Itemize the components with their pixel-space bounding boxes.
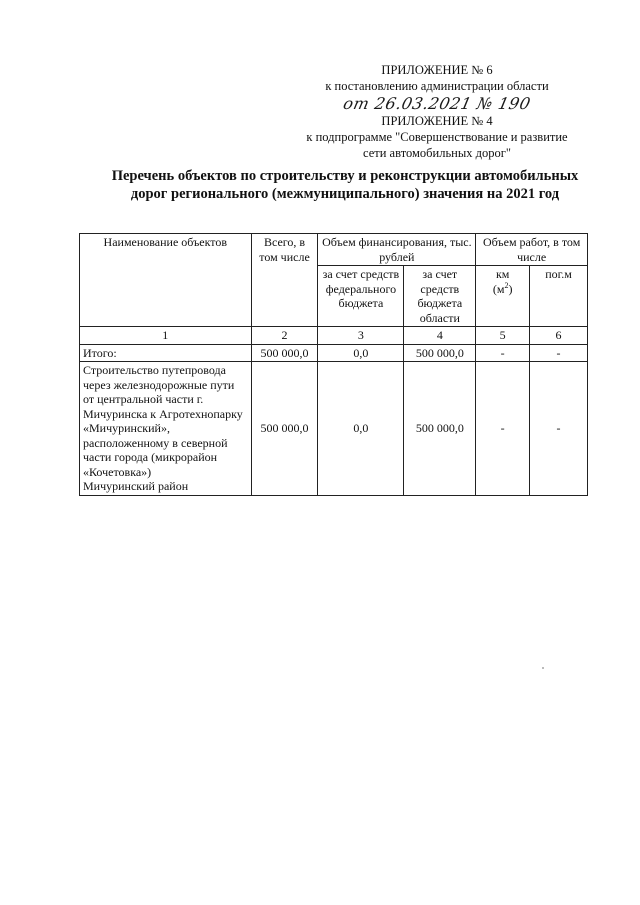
header-km-label: км <box>495 267 510 281</box>
subprogram-reference-line-2: сети автомобильных дорог" <box>363 146 511 160</box>
objects-table <box>79 233 588 496</box>
object-total: 500 000,0 <box>251 362 318 496</box>
header-federal-budget: за счет средств федерального бюджета <box>318 266 404 327</box>
resolution-reference: к постановлению администрации области <box>325 79 549 93</box>
object-district: Мичуринский район <box>83 479 189 493</box>
scan-speck <box>542 667 544 669</box>
total-label: Итого: <box>80 344 252 362</box>
header-object-name: Наименование объектов <box>80 234 252 327</box>
total-regional: 500 000,0 <box>404 344 476 362</box>
document-title <box>95 167 595 203</box>
subprogram-reference-line-1: к подпрограмме "Совершенствование и развитие <box>306 130 568 144</box>
header-regional-budget: за счет средств бюджета области <box>404 266 476 327</box>
object-km: - <box>476 362 530 496</box>
column-number-row <box>80 327 588 345</box>
column-number: 6 <box>530 327 588 345</box>
header-km-unit-close: ) <box>508 281 513 296</box>
total-federal: 0,0 <box>318 344 404 362</box>
total-km: - <box>476 344 530 362</box>
header-row-1 <box>80 234 588 266</box>
table-row <box>80 362 588 496</box>
header-funding: Объем финансирования, тыс. рублей <box>318 234 476 266</box>
column-number: 4 <box>404 327 476 345</box>
object-name-cell <box>80 362 252 496</box>
total-running-meters: - <box>530 344 588 362</box>
appendix-6-label: ПРИЛОЖЕНИЕ № 6 <box>381 63 493 77</box>
object-running-meters: - <box>530 362 588 496</box>
header-running-meters: пог.м <box>530 266 588 327</box>
header-km-unit: (м <box>492 281 505 296</box>
object-regional: 500 000,0 <box>404 362 476 496</box>
appendix-4-label: ПРИЛОЖЕНИЕ № 4 <box>381 114 493 128</box>
total-amount: 500 000,0 <box>251 344 318 362</box>
column-number: 1 <box>80 327 252 345</box>
header-km <box>476 266 530 327</box>
title-line-2: дорог регионального (межмуниципального) значения на 2021 год <box>130 186 560 202</box>
header-works: Объем работ, в том числе <box>476 234 588 266</box>
document-header <box>287 62 587 161</box>
column-number: 2 <box>251 327 318 345</box>
handwritten-date-number: от 26.03.2021 № 190 <box>341 94 533 113</box>
header-km-unit-superscript: 2 <box>504 280 509 290</box>
total-row <box>80 344 588 362</box>
title-line-1: Перечень объектов по строительству и реконструкции автомобильных <box>111 168 579 184</box>
header-total: Всего, в том числе <box>251 234 318 327</box>
column-number: 5 <box>476 327 530 345</box>
object-federal: 0,0 <box>318 362 404 496</box>
column-number: 3 <box>318 327 404 345</box>
object-name: Строительство путепровода через железнодорожные пути от центральной части г. Мичуринска к Агротехнопарку «Мичуринский», расположенному в северной части города (микрорайон «Кочетовка») <box>83 363 243 479</box>
